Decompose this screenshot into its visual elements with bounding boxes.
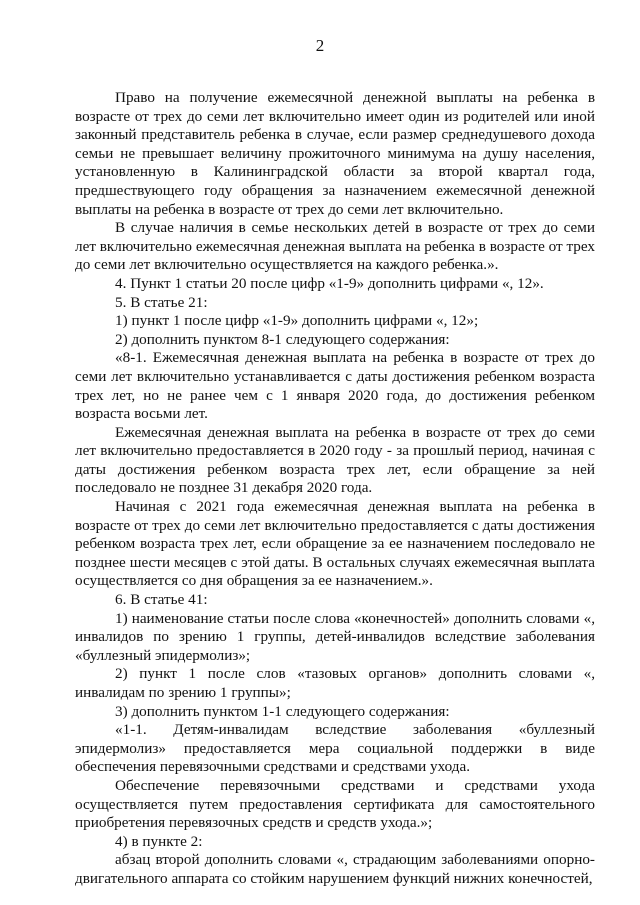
- paragraph: «1-1. Детям-инвалидам вследствие заболевания «буллезный эпидермолиз» предоставляется мера социальной поддержки в виде обеспечения перевязочными средствами и средствами ухода.: [75, 721, 595, 776]
- paragraph: 2) дополнить пунктом 8-1 следующего содержания:: [115, 330, 450, 348]
- document-body: [75, 89, 595, 889]
- paragraph: «8-1. Ежемесячная денежная выплата на ребенка в возрасте от трех до семи лет включительно устанавливается с даты достижения ребенком возраста трех лет, но не ранее чем с 1 января 2020 года, до достижения ребенком возраста восьми лет.: [75, 349, 595, 423]
- paragraph: 4. Пункт 1 статьи 20 после цифр «1-9» дополнить цифрами «, 12».: [115, 274, 544, 292]
- paragraph: Ежемесячная денежная выплата на ребенка в возрасте от трех до семи лет включительно предоставляется в 2020 году - за прошлый период, начиная с даты достижения ребенком возраста трех лет, если обращение за ней последовало не позднее 31 декабря 2020 года.: [75, 423, 595, 497]
- paragraph: 5. В статье 21:: [115, 293, 208, 311]
- paragraph: 2) пункт 1 после слов «тазовых органов» дополнить словами «, инвалидам по зрению 1 группы»;: [75, 665, 595, 701]
- paragraph: абзац второй дополнить словами «, страдающим заболеваниями опорно-двигательного аппарата со стойким нарушением функций нижних конечностей,: [75, 851, 595, 887]
- paragraph: Обеспечение перевязочными средствами и средствами ухода осуществляется путем предоставления сертификата для самостоятельного приобретения перевязочных средств и средств ухода.»;: [75, 776, 595, 832]
- paragraph: 1) наименование статьи после слова «конечностей» дополнить словами «, инвалидов по зрению 1 группы, детей-инвалидов вследствие заболевания «буллезный эпидермолиз»;: [75, 609, 595, 664]
- paragraph: Начиная с 2021 года ежемесячная денежная выплата на ребенка в возрасте от трех до семи лет включительно предоставляется с даты достижения ребенком возраста трех лет, если обращение за ее назначением последовало не позднее шести месяцев с этой даты. В остальных случаях ежемесячная выплата осуществляется со дня обращения за ее назначением.».: [75, 498, 595, 590]
- paragraph: Право на получение ежемесячной денежной выплаты на ребенка в возрасте от трех до семи лет включительно имеет один из родителей или иной законный представитель ребенка в случае, если размер среднедушевого дохода семьи не превышает величину прожиточного минимума на душу населения, установленную в Калининградской области за второй квартал года, предшествующего году обращения за назначением ежемесячной денежной выплаты на ребенка в возрасте от трех до семи лет включительно.: [75, 89, 595, 218]
- paragraph: 3) дополнить пунктом 1-1 следующего содержания:: [115, 702, 450, 720]
- paragraph: В случае наличия в семье нескольких детей в возрасте от трех до семи лет включительно ежемесячная денежная выплата на ребенка в возрасте от трех до семи лет включительно осуществляется на каждого ребенка.».: [75, 219, 595, 274]
- paragraph: 1) пункт 1 после цифр «1-9» дополнить цифрами «, 12»;: [115, 312, 479, 330]
- paragraph: 4) в пункте 2:: [115, 832, 203, 850]
- paragraph: 6. В статье 41:: [115, 591, 208, 609]
- page-number: 2: [315, 36, 325, 55]
